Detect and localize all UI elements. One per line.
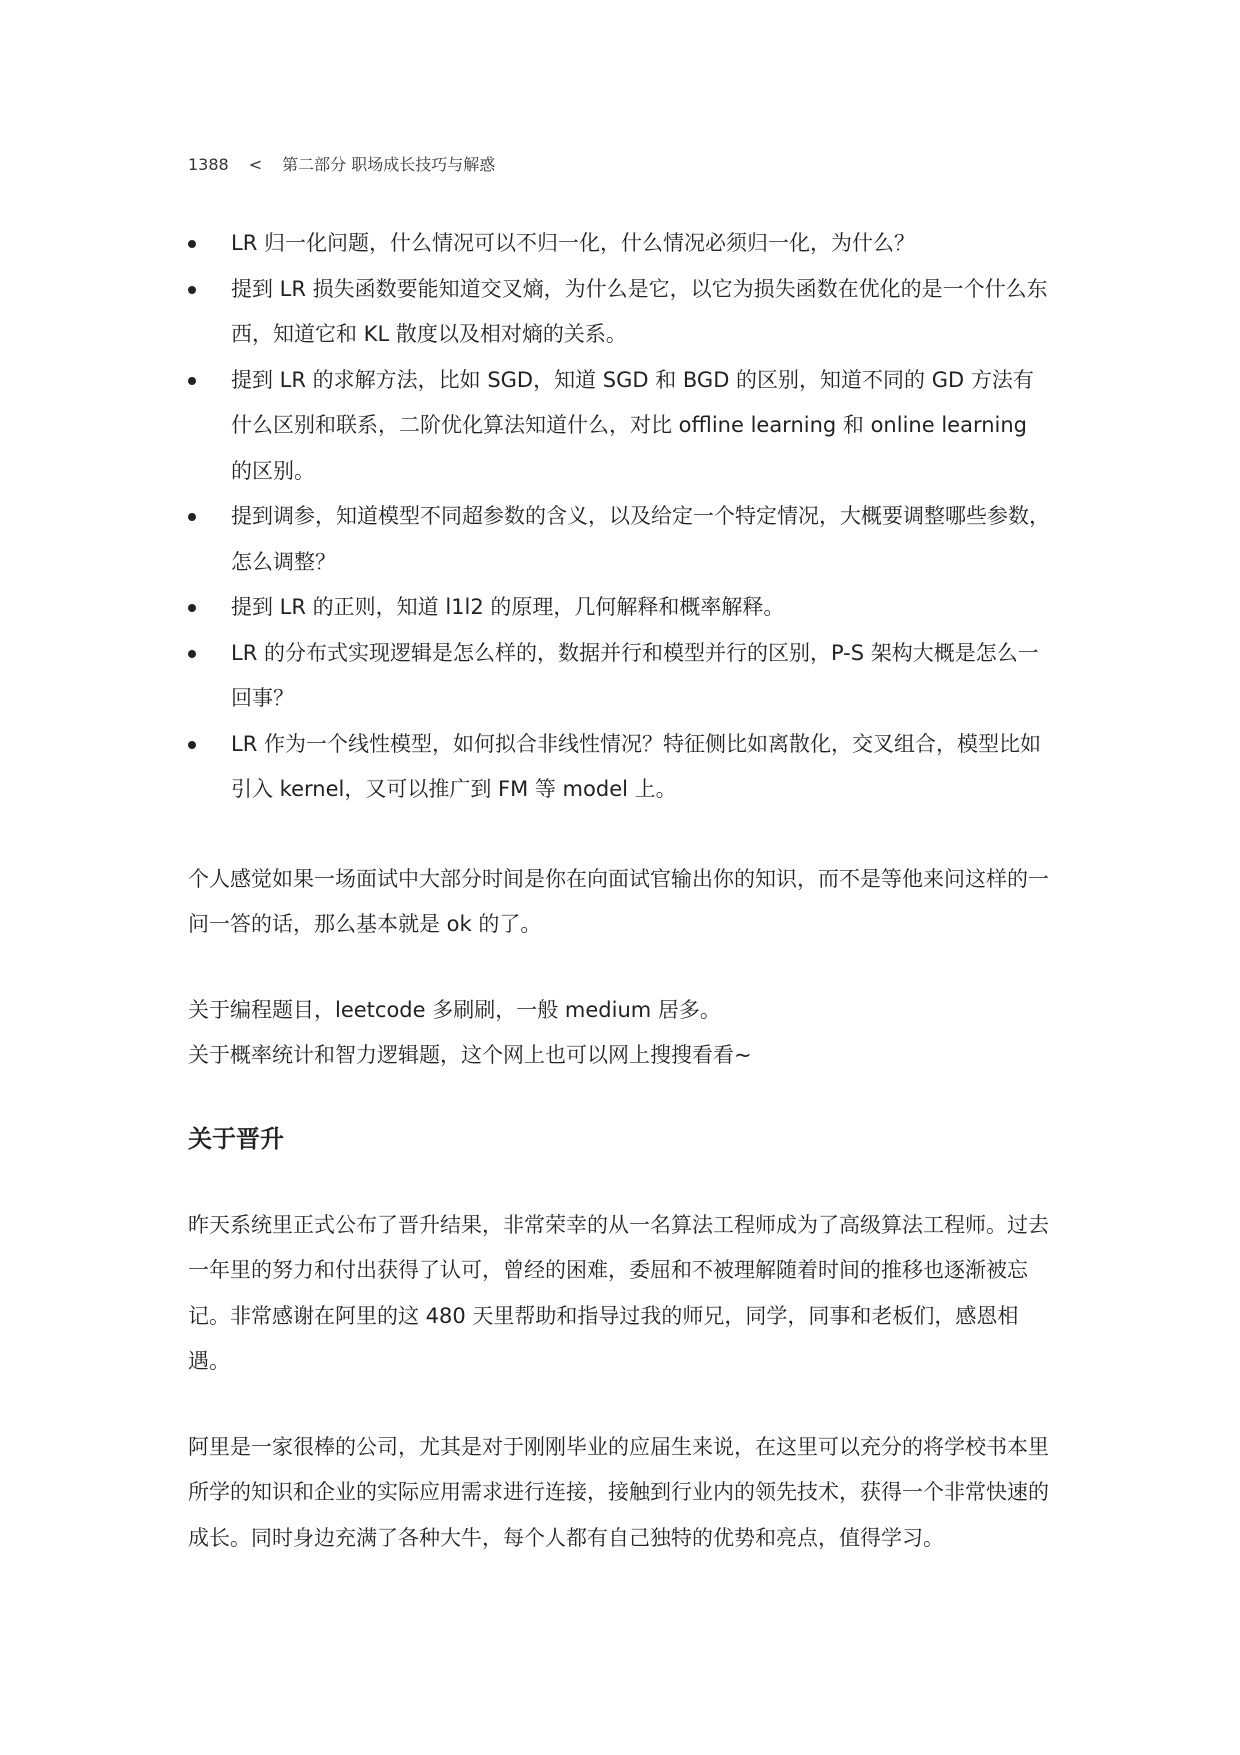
bullet-dot-icon bbox=[188, 377, 196, 385]
coding-paragraph: 关于编程题目，leetcode 多刷刷，一般 medium 居多。 bbox=[188, 997, 721, 1022]
header-separator: < bbox=[248, 155, 263, 174]
summary-paragraph: 个人感觉如果一场面试中大部分时间是你在向面试官输出你的知识，而不是等他来问这样的一问一答的话，那么基本就是 ok 的了。 bbox=[188, 866, 1049, 936]
page-content bbox=[188, 221, 1054, 1561]
list-item-text: LR 归一化问题，什么情况可以不归一化，什么情况必须归一化，为什么？ bbox=[231, 231, 915, 255]
company-paragraph: 阿里是一家很棒的公司，尤其是对于刚刚毕业的应届生来说，在这里可以充分的将学校书本里所学的知识和企业的实际应用需求进行连接，接触到行业内的领先技术，获得一个非常快速的成长。同时身边充满了各种大牛，每个人都有自己独特的优势和亮点，值得学习。 bbox=[188, 1434, 1049, 1550]
page-number: 1388 bbox=[188, 155, 229, 174]
bullet-dot-icon bbox=[188, 286, 196, 294]
section-heading: 关于晋升 bbox=[188, 1124, 284, 1153]
list-item bbox=[188, 631, 1054, 722]
bullet-dot-icon bbox=[188, 604, 196, 612]
probability-paragraph: 关于概率统计和智力逻辑题，这个网上也可以网上搜搜看看~ bbox=[188, 1043, 752, 1067]
bullet-dot-icon bbox=[188, 650, 196, 658]
list-item-text: 提到 LR 的正则，知道 l1l2 的原理，几何解释和概率解释。 bbox=[231, 595, 785, 619]
list-item-text: LR 的分布式实现逻辑是怎么样的，数据并行和模型并行的区别，P-S 架构大概是怎么一回事？ bbox=[231, 640, 1039, 710]
promotion-paragraph: 昨天系统里正式公布了晋升结果，非常荣幸的从一名算法工程师成为了高级算法工程师。过去一年里的努力和付出获得了认可，曾经的困难，委屈和不被理解随着时间的推移也逐渐被忘记。非常感谢在阿里的这 480 天里帮助和指导过我的师兄，同学，同事和老板们，感恩相遇。 bbox=[188, 1212, 1049, 1373]
list-item-text: LR 作为一个线性模型，如何拟合非线性情况？特征侧比如离散化，交叉组合，模型比如引入 kernel，又可以推广到 FM 等 model 上。 bbox=[231, 731, 1041, 801]
interview-question-list bbox=[188, 221, 1054, 813]
list-item bbox=[188, 494, 1054, 585]
bullet-dot-icon bbox=[188, 741, 196, 749]
list-item bbox=[188, 722, 1054, 813]
list-item-text: 提到调参，知道模型不同超参数的含义，以及给定一个特定情况，大概要调整哪些参数，怎么调整？ bbox=[231, 504, 1050, 574]
running-header bbox=[188, 152, 495, 175]
list-item bbox=[188, 358, 1054, 495]
bullet-dot-icon bbox=[188, 513, 196, 521]
chapter-title: 第二部分 职场成长技巧与解惑 bbox=[282, 155, 496, 174]
list-item-text: 提到 LR 损失函数要能知道交叉熵，为什么是它，以它为损失函数在优化的是一个什么东西，知道它和 KL 散度以及相对熵的关系。 bbox=[231, 276, 1048, 346]
list-item bbox=[188, 585, 1054, 631]
list-item bbox=[188, 221, 1054, 267]
list-item bbox=[188, 267, 1054, 358]
list-item-text: 提到 LR 的求解方法，比如 SGD，知道 SGD 和 BGD 的区别，知道不同的 GD 方法有什么区别和联系，二阶优化算法知道什么，对比 offline learning 和 online learning 的区别。 bbox=[231, 367, 1034, 483]
bullet-dot-icon bbox=[188, 240, 196, 248]
